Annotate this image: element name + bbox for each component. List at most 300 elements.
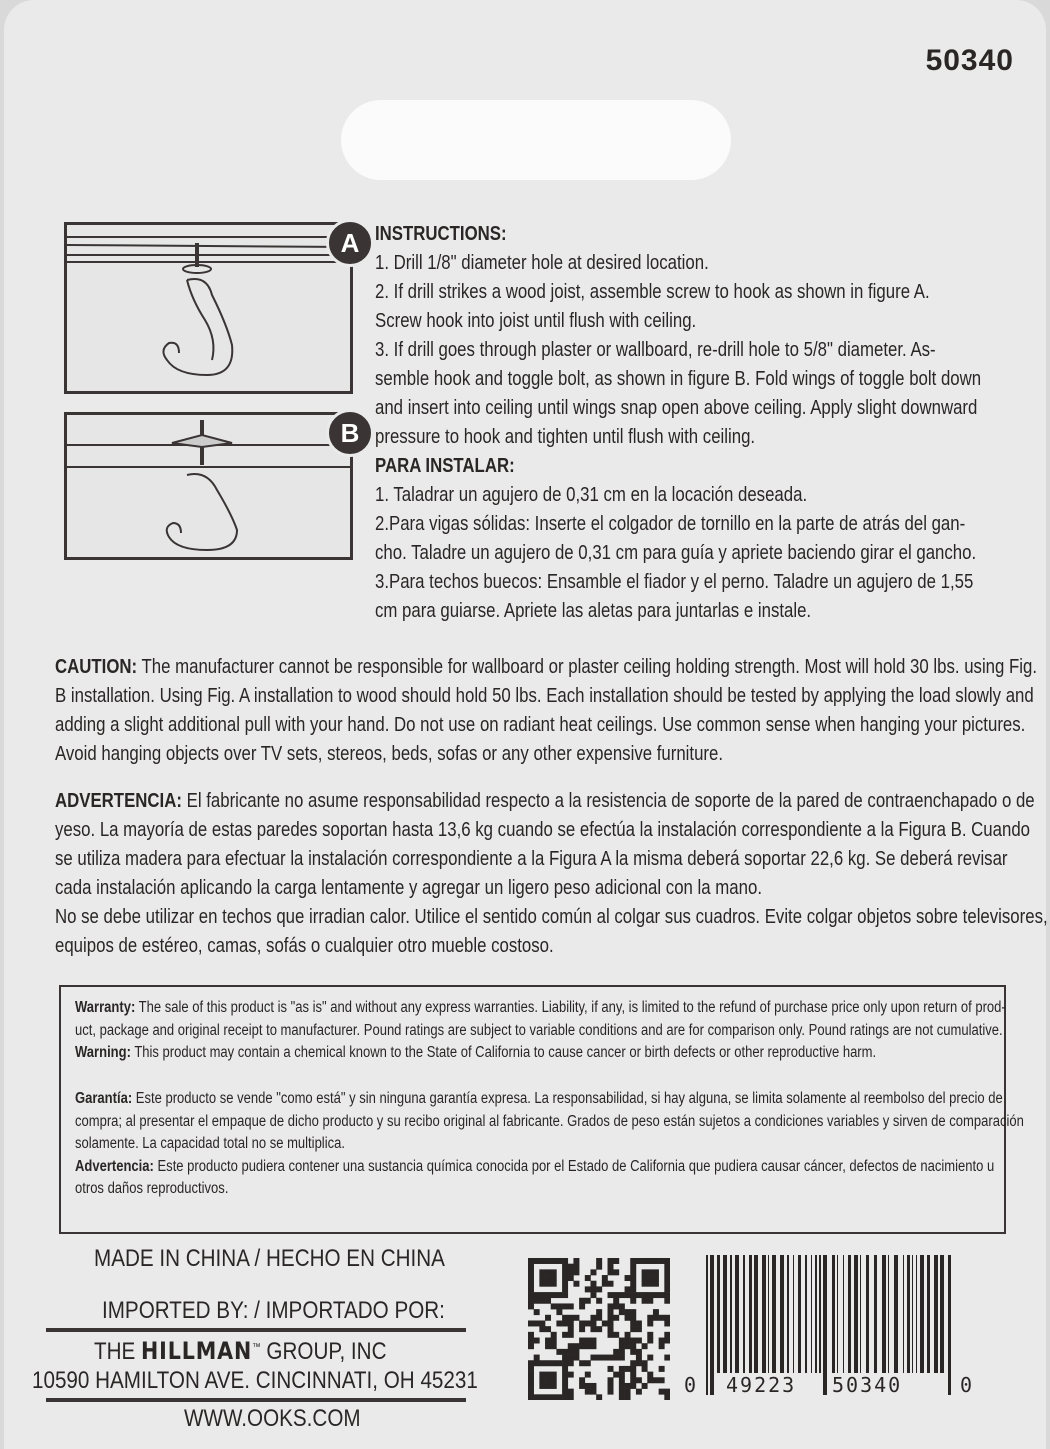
qr-module [664,1264,670,1270]
qr-module [528,1281,534,1287]
line-text: adding a slight additional pull with your hand. Do not use on radiant heat ceilings. Use common sense when hanging your pictures. [55,714,1026,736]
qr-module [636,1377,642,1383]
qr-module [613,1269,619,1275]
qr-module [664,1320,670,1326]
para-instalar-heading: PARA INSTALAR: [375,455,515,477]
qr-module [642,1298,648,1304]
qr-module [619,1338,625,1344]
qr-module [596,1326,602,1332]
text-line [55,903,1048,932]
line-text: uct, package and original receipt to manufacturer. Pound ratings are subject to variable conditions and are for comparison only. Pound ratings are not cumulative. [75,1021,1003,1039]
qr-module [528,1360,534,1366]
qr-module [630,1275,636,1281]
qr-module [664,1394,670,1400]
figure-a [64,222,360,394]
line-text: solamente. La capacidad total no se multiplica. [75,1135,345,1152]
qr-module [539,1394,545,1400]
barcode-bar [743,1255,745,1373]
qr-module [528,1286,534,1292]
qr-module [562,1332,568,1338]
qr-module [590,1343,596,1349]
qr-module [545,1394,551,1400]
qr-module [630,1383,636,1389]
qr-module [647,1298,653,1304]
text-line [75,1020,1006,1043]
text-line [75,1178,1024,1201]
qr-module [653,1275,659,1281]
qr-module [590,1286,596,1292]
qr-module [562,1394,568,1400]
barcode-bar [888,1255,889,1373]
text-line [75,1088,1024,1111]
qr-module [664,1355,670,1361]
qr-module [653,1258,659,1264]
qr-module [568,1355,574,1361]
qr-module [642,1343,648,1349]
barcode-bar [823,1255,827,1395]
qr-module [568,1303,574,1309]
qr-module [556,1309,562,1315]
qr-module [608,1332,614,1338]
qr-module [539,1269,545,1275]
qr-module [534,1292,540,1298]
figure-b [64,412,360,560]
qr-module [659,1338,665,1344]
text-line [75,1133,1024,1156]
qr-module [596,1355,602,1361]
qr-module [551,1303,557,1309]
qr-module [630,1269,636,1275]
barcode-bar [762,1255,766,1373]
qr-module [545,1315,551,1321]
qr-module [573,1355,579,1361]
qr-module [551,1292,557,1298]
hook-toggle-bolt-illustration [67,415,350,557]
qr-module [619,1372,625,1378]
qr-module [664,1258,670,1264]
line-text: semble hook and toggle bolt, as shown in figure B. Fold wings of toggle bolt down [375,368,982,390]
qr-module [551,1360,557,1366]
qr-module [596,1394,602,1400]
label: Garantía: [75,1090,133,1107]
barcode-bar [874,1255,877,1373]
qr-module [551,1281,557,1287]
figure-b-badge: B [326,409,374,457]
qr-module [664,1338,670,1344]
qr-module [562,1360,568,1366]
line-text: 2.Para vigas sólidas: Inserte el colgador de tornillo en la parte de atrás del gan- [375,513,966,535]
qr-module [551,1377,557,1383]
qr-module [653,1315,659,1321]
qr-module [647,1315,653,1321]
qr-module [596,1315,602,1321]
qr-module [568,1360,574,1366]
qr-module [573,1315,579,1321]
text-line [375,539,981,568]
qr-module [545,1343,551,1349]
qr-module [534,1338,540,1344]
qr-module [619,1389,625,1395]
text-line [375,249,981,278]
barcode-bar [717,1255,720,1373]
qr-module [579,1343,585,1349]
qr-module [608,1315,614,1321]
qr-module [556,1258,562,1264]
qr-module [551,1332,557,1338]
qr-module [625,1338,631,1344]
qr-module [619,1309,625,1315]
qr-module [647,1281,653,1287]
qr-module [625,1366,631,1372]
qr-module [608,1326,614,1332]
qr-module [636,1258,642,1264]
line-text: yeso. La mayoría de estas paredes soportan hasta 13,6 kg cuando se efectúa la instalación correspondiente a la Figura B. Cuando [55,819,1031,841]
text-line [375,365,981,394]
qr-module [568,1264,574,1270]
qr-module [608,1355,614,1361]
qr-module [630,1360,636,1366]
qr-module [636,1338,642,1344]
qr-module [630,1286,636,1292]
qr-module [630,1258,636,1264]
qr-module [585,1338,591,1344]
qr-module [619,1349,625,1355]
qr-module [534,1360,540,1366]
barcode-bar [730,1255,732,1373]
qr-module [608,1281,614,1287]
qr-module [528,1332,534,1338]
qr-module [659,1315,665,1321]
qr-module [653,1281,659,1287]
qr-module [534,1258,540,1264]
advertencia-section [55,787,1050,961]
qr-module [619,1343,625,1349]
qr-module [573,1258,579,1264]
qr-module [630,1377,636,1383]
instructions-heading: INSTRUCTIONS: [375,223,507,245]
qr-module [568,1275,574,1281]
qr-module [562,1349,568,1355]
qr-module [562,1286,568,1292]
qr-module [636,1292,642,1298]
qr-module [630,1366,636,1372]
qr-module [562,1366,568,1372]
qr-module [630,1264,636,1270]
barcode-bar [780,1255,784,1373]
qr-module [613,1355,619,1361]
qr-module [625,1315,631,1321]
barcode-bar [772,1255,776,1373]
qr-module [642,1366,648,1372]
qr-module [528,1383,534,1389]
qr-module [647,1372,653,1378]
barcode [684,1255,974,1415]
barcode-bar [805,1255,807,1373]
qr-module [556,1303,562,1309]
barcode-bar [866,1255,869,1373]
qr-module [613,1292,619,1298]
qr-module [642,1360,648,1366]
line-text: 1. Drill 1/8" diameter hole at desired location. [375,252,709,274]
line-text: El fabricante no asume responsabilidad respecto a la resistencia de soporte de la pared de contraenchapado o de [181,790,1035,812]
line-text: No se debe utilizar en techos que irradian calor. Utilice el sentido común al colgar sus cuadros. Evite colgar objetos sobre televisores, [55,906,1048,928]
qr-module [568,1343,574,1349]
barcode-bar [860,1255,861,1373]
qr-module [608,1269,614,1275]
qr-module [556,1349,562,1355]
text-line [55,740,1037,769]
qr-module [608,1264,614,1270]
qr-module [539,1383,545,1389]
qr-module [636,1360,642,1366]
qr-module [528,1343,534,1349]
qr-module [579,1338,585,1344]
line-text: Avoid hanging objects over TV sets, stereos, beds, sofas or any other expensive furniture. [55,743,724,765]
divider [46,1328,466,1332]
qr-module [625,1309,631,1315]
qr-module [647,1269,653,1275]
qr-module [585,1286,591,1292]
qr-module [664,1332,670,1338]
qr-module [556,1360,562,1366]
hillman-brand: HILLMAN [141,1337,253,1365]
qr-module [636,1349,642,1355]
qr-module [568,1372,574,1378]
line-text: compra; al presentar el empaque de dicho producto y su recibo original al fabricante. Grados de peso están sujetos a condiciones variables y sirven de comparación [75,1112,1024,1130]
qr-module [664,1292,670,1298]
qr-module [545,1338,551,1344]
qr-module [613,1332,619,1338]
qr-module [647,1332,653,1338]
line-text: Este producto pudiera contener una sustancia química conocida por el Estado de California que pudiera causar cáncer, defectos de nacimiento u [153,1157,995,1175]
qr-module [545,1258,551,1264]
qr-module [625,1292,631,1298]
qr-module [659,1292,665,1298]
barcode-bar [903,1255,904,1373]
qr-module [653,1309,659,1315]
qr-module [573,1343,579,1349]
qr-module [545,1269,551,1275]
qr-module [562,1269,568,1275]
text-line [375,568,981,597]
qr-module [585,1298,591,1304]
imported-by-text: IMPORTED BY: / IMPORTADO POR: [102,1297,445,1324]
qr-module [659,1258,665,1264]
qr-module [568,1269,574,1275]
barcode-bar [815,1255,817,1373]
qr-module [528,1389,534,1395]
qr-module [608,1377,614,1383]
qr-module [545,1281,551,1287]
qr-module [625,1332,631,1338]
line-text: Screw hook into joist until flush with ceiling. [375,310,697,332]
qr-module [619,1394,625,1400]
qr-module [664,1298,670,1304]
qr-module [562,1389,568,1395]
qr-module [585,1275,591,1281]
hook-wood-joist-illustration [67,225,350,391]
qr-module [585,1320,591,1326]
qr-module [590,1355,596,1361]
qr-module [539,1372,545,1378]
qr-module [545,1275,551,1281]
qr-module [528,1269,534,1275]
qr-module [625,1389,631,1395]
qr-module [579,1360,585,1366]
qr-module [608,1303,614,1309]
qr-module [659,1343,665,1349]
qr-module [602,1320,608,1326]
qr-module [619,1292,625,1298]
barcode-bar [837,1255,838,1373]
qr-module [528,1258,534,1264]
text-line [55,653,1037,682]
caution-section [55,653,1050,769]
barcode-bar [706,1255,708,1395]
qr-module [545,1383,551,1389]
qr-module [596,1309,602,1315]
qr-module [630,1292,636,1298]
qr-module [579,1303,585,1309]
text-line [375,394,981,423]
qr-module [528,1372,534,1378]
qr-module [636,1320,642,1326]
qr-module [613,1315,619,1321]
qr-module [545,1377,551,1383]
qr-module [528,1275,534,1281]
qr-module [562,1315,568,1321]
line-text: B installation. Using Fig. A installation to wood should hold 50 lbs. Each installation should be tested by applying the load slowly and [55,685,1034,707]
qr-module [647,1320,653,1326]
qr-module [596,1264,602,1270]
qr-module [659,1366,665,1372]
line-text: 2. If drill strikes a wood joist, assemble screw to hook as shown in figure A. [375,281,930,303]
qr-module [625,1286,631,1292]
warranty-box [59,985,1024,1234]
line-text: This product may contain a chemical known to the State of California to cause cancer or birth defects or other reproductive harm. [130,1044,877,1061]
qr-module [545,1298,551,1304]
qr-module [551,1343,557,1349]
barcode-digits: 50340 [832,1373,903,1397]
qr-module [528,1298,534,1304]
barcode-bar [854,1255,858,1373]
qr-module [647,1377,653,1383]
qr-module [608,1383,614,1389]
qr-module [568,1315,574,1321]
text-line [375,597,981,626]
qr-module [619,1383,625,1389]
qr-module [659,1377,665,1383]
text-line [375,278,981,307]
qr-module [585,1343,591,1349]
text-line [375,510,981,539]
qr-module [551,1383,557,1389]
qr-module [664,1269,670,1275]
qr-module [551,1258,557,1264]
qr-module [573,1349,579,1355]
qr-module [642,1292,648,1298]
qr-module [528,1366,534,1372]
qr-module [579,1377,585,1383]
qr-module [556,1320,562,1326]
qr-module [579,1320,585,1326]
label: CAUTION: [55,656,138,678]
text-line [55,711,1037,740]
qr-module [539,1320,545,1326]
qr-module [625,1383,631,1389]
qr-module [625,1394,631,1400]
qr-module [636,1389,642,1395]
barcode-bar [920,1255,924,1373]
text-line [375,481,981,510]
barcode-bar [819,1255,821,1373]
qr-module [539,1377,545,1383]
line-text: pressure to hook and tighten until flush with ceiling. [375,426,756,448]
qr-module [551,1269,557,1275]
qr-module [647,1258,653,1264]
hang-hole [341,100,731,180]
qr-module [534,1309,540,1315]
qr-module [653,1377,659,1383]
qr-module [664,1286,670,1292]
barcode-bar [754,1255,758,1373]
qr-module [653,1292,659,1298]
package-card [4,0,1046,1449]
line-text: and insert into ceiling until wings snap open above ceiling. Apply slight downward [375,397,978,419]
qr-module [528,1394,534,1400]
line-text: 3. If drill goes through plaster or wallboard, re-drill hole to 5/8" diameter. As- [375,339,936,361]
barcode-bar [927,1255,930,1373]
qr-module [608,1309,614,1315]
address: 10590 HAMILTON AVE. CINCINNATI, OH 45231 [32,1367,478,1394]
qr-module [619,1377,625,1383]
qr-module [562,1355,568,1361]
qr-module [551,1275,557,1281]
qr-module [568,1326,574,1332]
barcode-bar [811,1255,812,1373]
line-text: 1. Taladrar un agujero de 0,31 cm en la locación deseada. [375,484,808,506]
barcode-bar [735,1255,739,1373]
text-line [75,1042,1006,1065]
text-line [55,816,1048,845]
qr-module [642,1383,648,1389]
qr-module [539,1360,545,1366]
qr-module [613,1303,619,1309]
barcode-bar [793,1255,794,1373]
qr-module [562,1264,568,1270]
qr-module [596,1286,602,1292]
qr-module [642,1258,648,1264]
qr-module [539,1258,545,1264]
text-line [75,1111,1024,1134]
text-line [75,997,1006,1020]
qr-module [562,1258,568,1264]
qr-module [636,1355,642,1361]
qr-module [539,1292,545,1298]
qr-module [613,1349,619,1355]
instructions-section [375,220,1050,626]
qr-module [664,1281,670,1287]
qr-module [630,1343,636,1349]
qr-module [528,1377,534,1383]
figure-a-badge: A [326,219,374,267]
qr-module [568,1389,574,1395]
qr-module [630,1281,636,1287]
qr-module [590,1326,596,1332]
qr-module [562,1377,568,1383]
qr-module [608,1292,614,1298]
qr-module [573,1281,579,1287]
